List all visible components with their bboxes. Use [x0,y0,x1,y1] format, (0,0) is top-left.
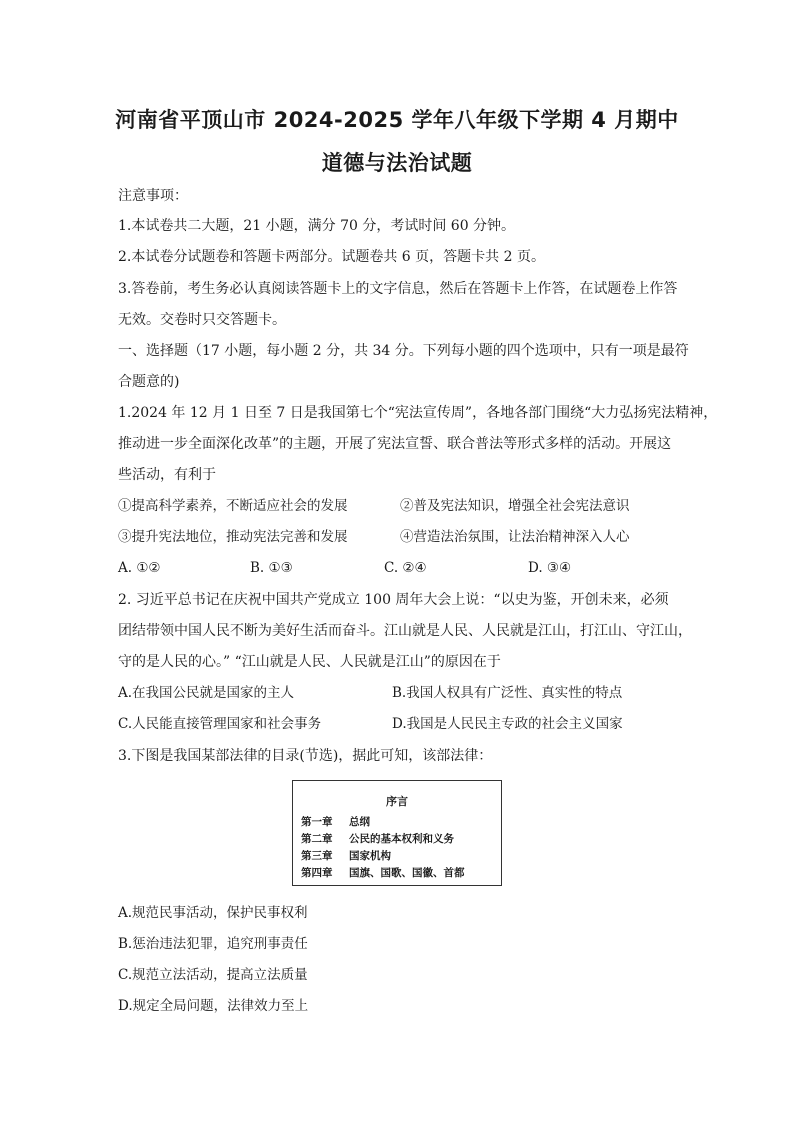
q2-stem-b: 团结带领中国人民不断为美好生活而奋斗。江山就是人民、人民就是江山，打江山、守江山， [118,623,692,639]
q1-stem-b: 推动进一步全面深化改革”的主题，开展了宪法宣誓、联合普法等形式多样的活动。开展这 [118,436,672,452]
toc-chapter-number: 第四章 [301,867,333,879]
section1-instruction-a: 一、选择题（17 小题，每小题 2 分，共 34 分。下列每小题的四个选项中，只有一项是最符 [118,343,689,359]
q3-option-a: A.规范民事活动，保护民事权利 [118,905,308,921]
q3-option-c: C.规范立法活动，提高立法质量 [118,967,308,983]
q2-option-c: C.人民能直接管理国家和社会事务 [118,716,322,732]
toc-row [301,865,465,880]
q2-option-a: A.在我国公民就是国家的主人 [118,685,295,701]
toc-chapter-title: 总纲 [349,816,370,828]
notes-item-3-line-a: 3.答卷前，考生务必认真阅读答题卡上的文字信息，然后在答题卡上作答，在试题卷上作答 [118,281,678,297]
exam-title-line1: 河南省平顶山市 2024-2025 学年八年级下学期 4 月期中 [115,108,679,132]
toc-chapter-number: 第二章 [301,833,333,845]
law-table-of-contents-figure [292,780,502,886]
toc-chapter-title: 国旗、国歌、国徽、首都 [349,867,465,879]
q1-statement-3: ③提升宪法地位，推动宪法完善和发展 [118,529,348,545]
q2-option-b: B.我国人权具有广泛性、真实性的特点 [392,685,623,701]
exam-title-line2: 道德与法治试题 [321,151,473,175]
q1-stem-c: 些活动，有利于 [118,467,216,483]
q2-option-d: D.我国是人民民主专政的社会主义国家 [392,716,623,732]
q1-option-b: B. ①③ [250,560,293,576]
toc-chapter-number: 第一章 [301,816,333,828]
toc-row [301,814,370,829]
q1-option-a: A. ①② [118,560,161,576]
section1-instruction-b: 合题意的) [118,374,180,390]
q1-statement-4: ④营造法治氛围，让法治精神深入人心 [400,529,630,545]
notes-item-1: 1.本试卷共二大题，21 小题，满分 70 分，考试时间 60 分钟。 [118,218,516,234]
toc-chapter-title: 公民的基本权利和义务 [349,833,454,845]
toc-chapter-title: 国家机构 [349,850,391,862]
notes-item-3-line-b: 无效。交卷时只交答题卡。 [118,312,286,328]
q1-stem-a: 1.2024 年 12 月 1 日至 7 日是我国第七个“宪法宣传周”，各地各部门围绕“大力弘扬宪法精神， [118,405,718,421]
q1-statement-2: ②普及宪法知识，增强全社会宪法意识 [400,498,630,514]
notes-heading: 注意事项： [118,188,188,204]
toc-row [301,848,391,863]
toc-chapter-number: 第三章 [301,850,333,862]
q3-option-b: B.惩治违法犯罪，追究刑事责任 [118,936,308,952]
q2-stem-c: 守的是人民的心。” “江山就是人民、人民就是江山”的原因在于 [118,654,501,670]
q3-option-d: D.规定全局问题，法律效力至上 [118,998,309,1014]
q2-stem-a: 2. 习近平总书记在庆祝中国共产党成立 100 周年大会上说：“以史为鉴，开创未来，必须 [118,592,669,608]
notes-item-2: 2.本试卷分试题卷和答题卡两部分。试题卷共 6 页，答题卡共 2 页。 [118,249,545,265]
q1-statement-1: ①提高科学素养，不断适应社会的发展 [118,498,348,514]
q1-option-c: C. ②④ [384,560,427,576]
toc-row [301,831,454,846]
toc-heading: 序言 [386,795,408,808]
q3-stem: 3.下图是我国某部法律的目录(节选)，据此可知，该部法律： [118,748,493,764]
q1-option-d: D. ③④ [528,560,572,576]
